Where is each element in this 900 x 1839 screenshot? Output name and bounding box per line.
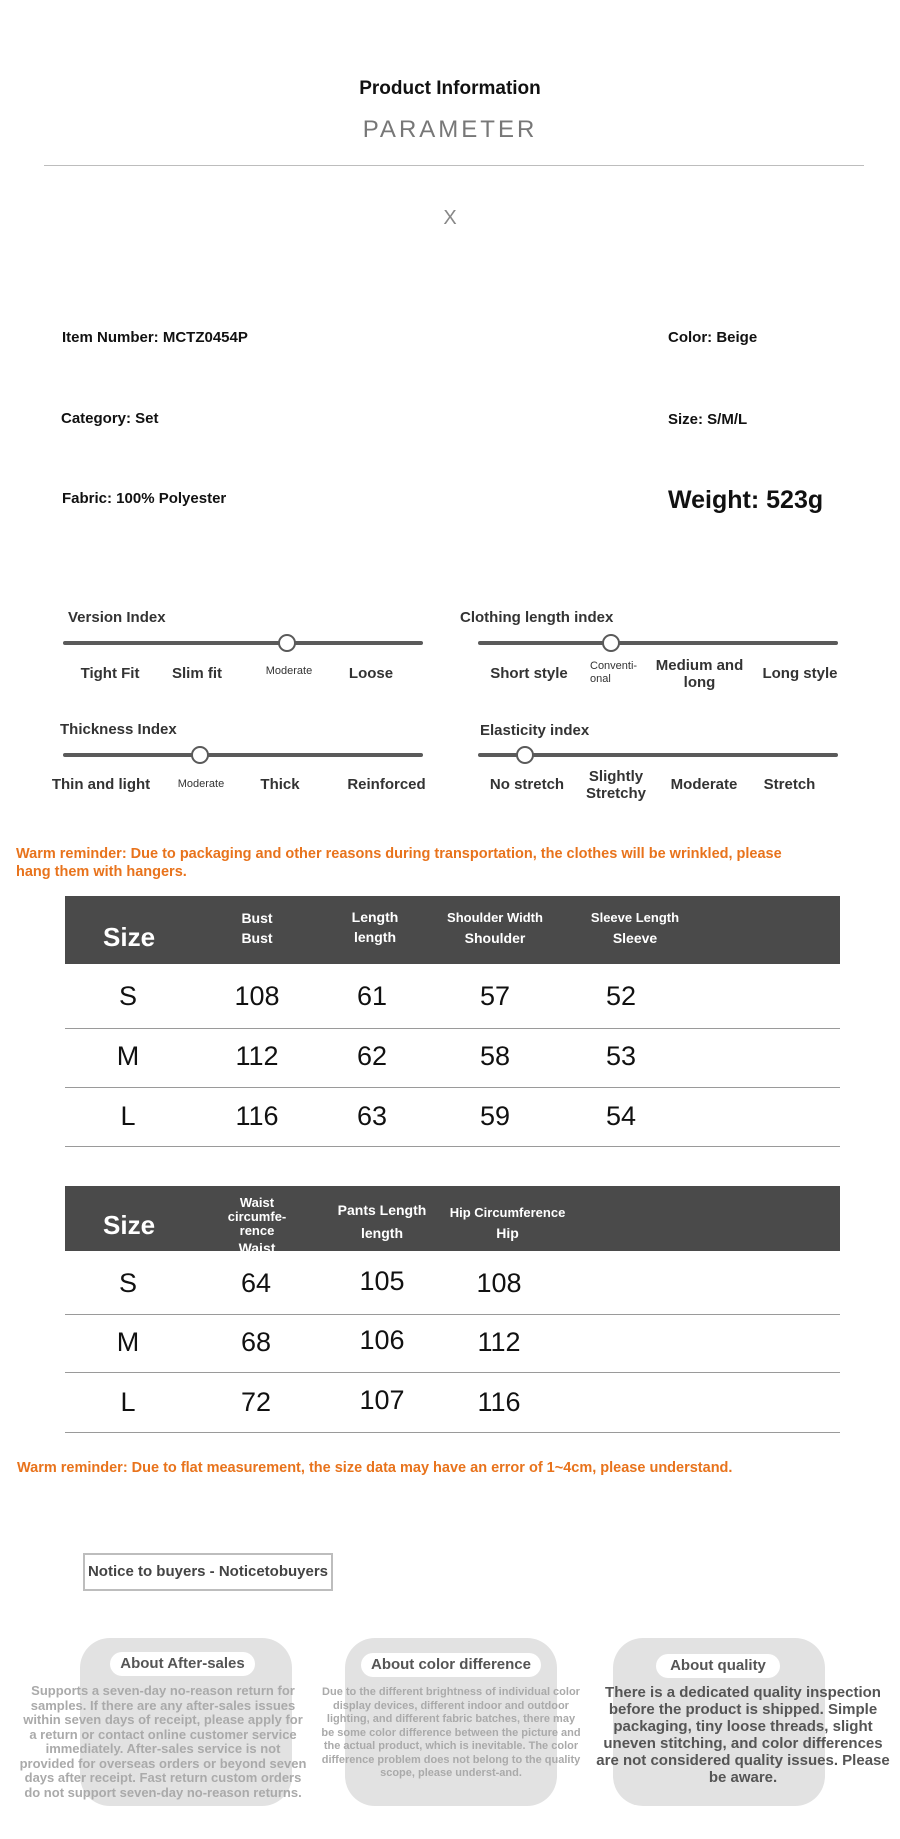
- col-sublabel: Hip: [496, 1225, 519, 1241]
- row-divider: [65, 1432, 840, 1433]
- size-cell: M: [116, 1327, 140, 1357]
- elasticity-option: Moderate: [670, 776, 738, 793]
- version-option: Loose: [348, 665, 394, 682]
- clothing-length-index-track: [478, 641, 838, 645]
- elasticity-index-knob: [516, 746, 534, 764]
- col-label: Length: [351, 909, 399, 925]
- col-label: Hip Circumference: [449, 1205, 566, 1220]
- after-sales-text: Supports a seven-day no-reason return for samples. If there are any after-sales issues within seven days of receipt, please apply for a return or contact online customer service immediately. After-sales service is not provided for overseas orders or beyond seven days after receipt. Fast return custom orders do not support seven-day no-reason returns.: [19, 1683, 307, 1800]
- version-index-track: [63, 641, 423, 645]
- value-cell: 54: [605, 1101, 637, 1131]
- value-cell: 52: [605, 981, 637, 1011]
- top-table-col-bust: [207, 908, 307, 948]
- thickness-option: Moderate: [177, 778, 225, 790]
- value-cell: 61: [356, 981, 388, 1011]
- value-cell: 108: [476, 1268, 522, 1298]
- col-sublabel: Bust: [241, 930, 273, 946]
- value-cell: 53: [605, 1041, 637, 1071]
- divider: [44, 165, 864, 166]
- size-cell: M: [116, 1041, 140, 1071]
- value-cell: 57: [479, 981, 511, 1011]
- top-table-size-header: Size: [103, 922, 156, 952]
- top-table-col-length: [325, 907, 425, 947]
- clothing-length-option: Medium and long: [655, 657, 744, 691]
- row-divider: [65, 1028, 840, 1029]
- value-cell: 112: [477, 1327, 521, 1357]
- value-cell: 59: [479, 1101, 511, 1131]
- notice-label: Notice to buyers - Noticetobuyers: [83, 1553, 333, 1591]
- clothing-length-index-title: Clothing length index: [460, 609, 614, 626]
- value-cell: 62: [356, 1041, 388, 1071]
- col-label: Shoulder Width: [447, 910, 543, 925]
- color-info: Color: Beige: [668, 329, 758, 346]
- elasticity-option: No stretch: [489, 776, 565, 793]
- row-divider: [65, 1314, 840, 1315]
- value-cell: 107: [359, 1385, 405, 1415]
- thickness-option: Reinforced: [347, 776, 426, 793]
- elasticity-option: Slightly Stretchy: [585, 768, 647, 802]
- elasticity-index-title: Elasticity index: [480, 722, 590, 739]
- item-number: Item Number: MCTZ0454P: [62, 329, 248, 346]
- size-cell: L: [120, 1387, 136, 1417]
- bottom-table-col-hip: [440, 1203, 575, 1243]
- thickness-index-knob: [191, 746, 209, 764]
- fabric-info: Fabric: 100% Polyester: [62, 490, 227, 507]
- value-cell: 64: [240, 1268, 272, 1298]
- col-sublabel: length: [361, 1225, 403, 1241]
- thickness-index-track: [63, 753, 423, 757]
- version-option: Tight Fit: [80, 665, 140, 682]
- col-label: Bust: [241, 910, 273, 926]
- bottom-table-size-header: Size: [103, 1210, 156, 1240]
- col-label: Waist circumfe-rence: [227, 1195, 287, 1238]
- page-title: Product Information: [359, 78, 541, 99]
- row-divider: [65, 1146, 840, 1147]
- thickness-index-title: Thickness Index: [60, 721, 177, 738]
- col-label: Sleeve Length: [590, 910, 680, 925]
- value-cell: 58: [479, 1041, 511, 1071]
- col-sublabel: length: [354, 929, 396, 945]
- weight-info: Weight: 523g: [668, 486, 824, 514]
- version-option: Moderate: [265, 665, 313, 677]
- value-cell: 116: [235, 1101, 279, 1131]
- version-index-title: Version Index: [68, 609, 166, 626]
- after-sales-title: About After-sales: [110, 1652, 255, 1676]
- size-cell: S: [118, 1268, 137, 1298]
- quality-text: There is a dedicated quality inspection before the product is shipped. Simple packaging, tiny loose threads, slight uneven stitching, and color differences are not considered quality issues. Please be aware.: [596, 1684, 890, 1786]
- col-sublabel: Waist: [238, 1240, 276, 1256]
- value-cell: 105: [359, 1266, 405, 1296]
- value-cell: 116: [477, 1387, 521, 1417]
- color-difference-text: Due to the different brightness of individual color display devices, different indoor and outdoor lighting, and different fabric batches, there may be some color difference between the picture and the actual product, which is inevitable. The color difference problem does not belong to the quality scope, please underst-and.: [321, 1686, 581, 1779]
- bottom-table-col-waist: [197, 1196, 317, 1258]
- value-cell: 72: [240, 1387, 272, 1417]
- value-cell: 108: [234, 981, 280, 1011]
- x-mark: X: [443, 207, 457, 229]
- row-divider: [65, 1372, 840, 1373]
- elasticity-option: Stretch: [763, 776, 816, 793]
- value-cell: 68: [240, 1327, 272, 1357]
- clothing-length-option: Short style: [490, 665, 568, 682]
- quality-title: About quality: [656, 1654, 780, 1678]
- clothing-length-option: Long style: [762, 665, 838, 682]
- clothing-length-option: Conventi-onal: [590, 660, 638, 685]
- thickness-option: Thick: [260, 776, 300, 793]
- col-sublabel: Shoulder: [464, 930, 526, 946]
- thickness-option: Thin and light: [51, 776, 151, 793]
- value-cell: 63: [356, 1101, 388, 1131]
- page-subtitle: PARAMETER: [362, 116, 538, 143]
- category-info: Category: Set: [61, 410, 159, 427]
- value-cell: 112: [235, 1041, 279, 1071]
- size-cell: S: [118, 981, 137, 1011]
- col-label: Pants Length: [337, 1202, 427, 1218]
- version-option: Slim fit: [171, 665, 222, 682]
- color-difference-title: About color difference: [361, 1653, 541, 1677]
- size-cell: L: [120, 1101, 136, 1131]
- bottom-table-col-pants-length: [322, 1200, 442, 1243]
- measurement-reminder: Warm reminder: Due to flat measurement, the size data may have an error of 1~4cm, please understand.: [17, 1460, 733, 1476]
- top-table-col-shoulder: [430, 908, 560, 948]
- col-sublabel: Sleeve: [612, 930, 658, 946]
- size-info: Size: S/M/L: [668, 411, 748, 428]
- top-table-col-sleeve: [575, 908, 695, 948]
- version-index-knob: [278, 634, 296, 652]
- clothing-length-index-knob: [602, 634, 620, 652]
- packaging-reminder: Warm reminder: Due to packaging and other reasons during transportation, the clothes will be wrinkled, please hang them with hangers.: [16, 846, 782, 880]
- value-cell: 106: [359, 1325, 405, 1355]
- row-divider: [65, 1087, 840, 1088]
